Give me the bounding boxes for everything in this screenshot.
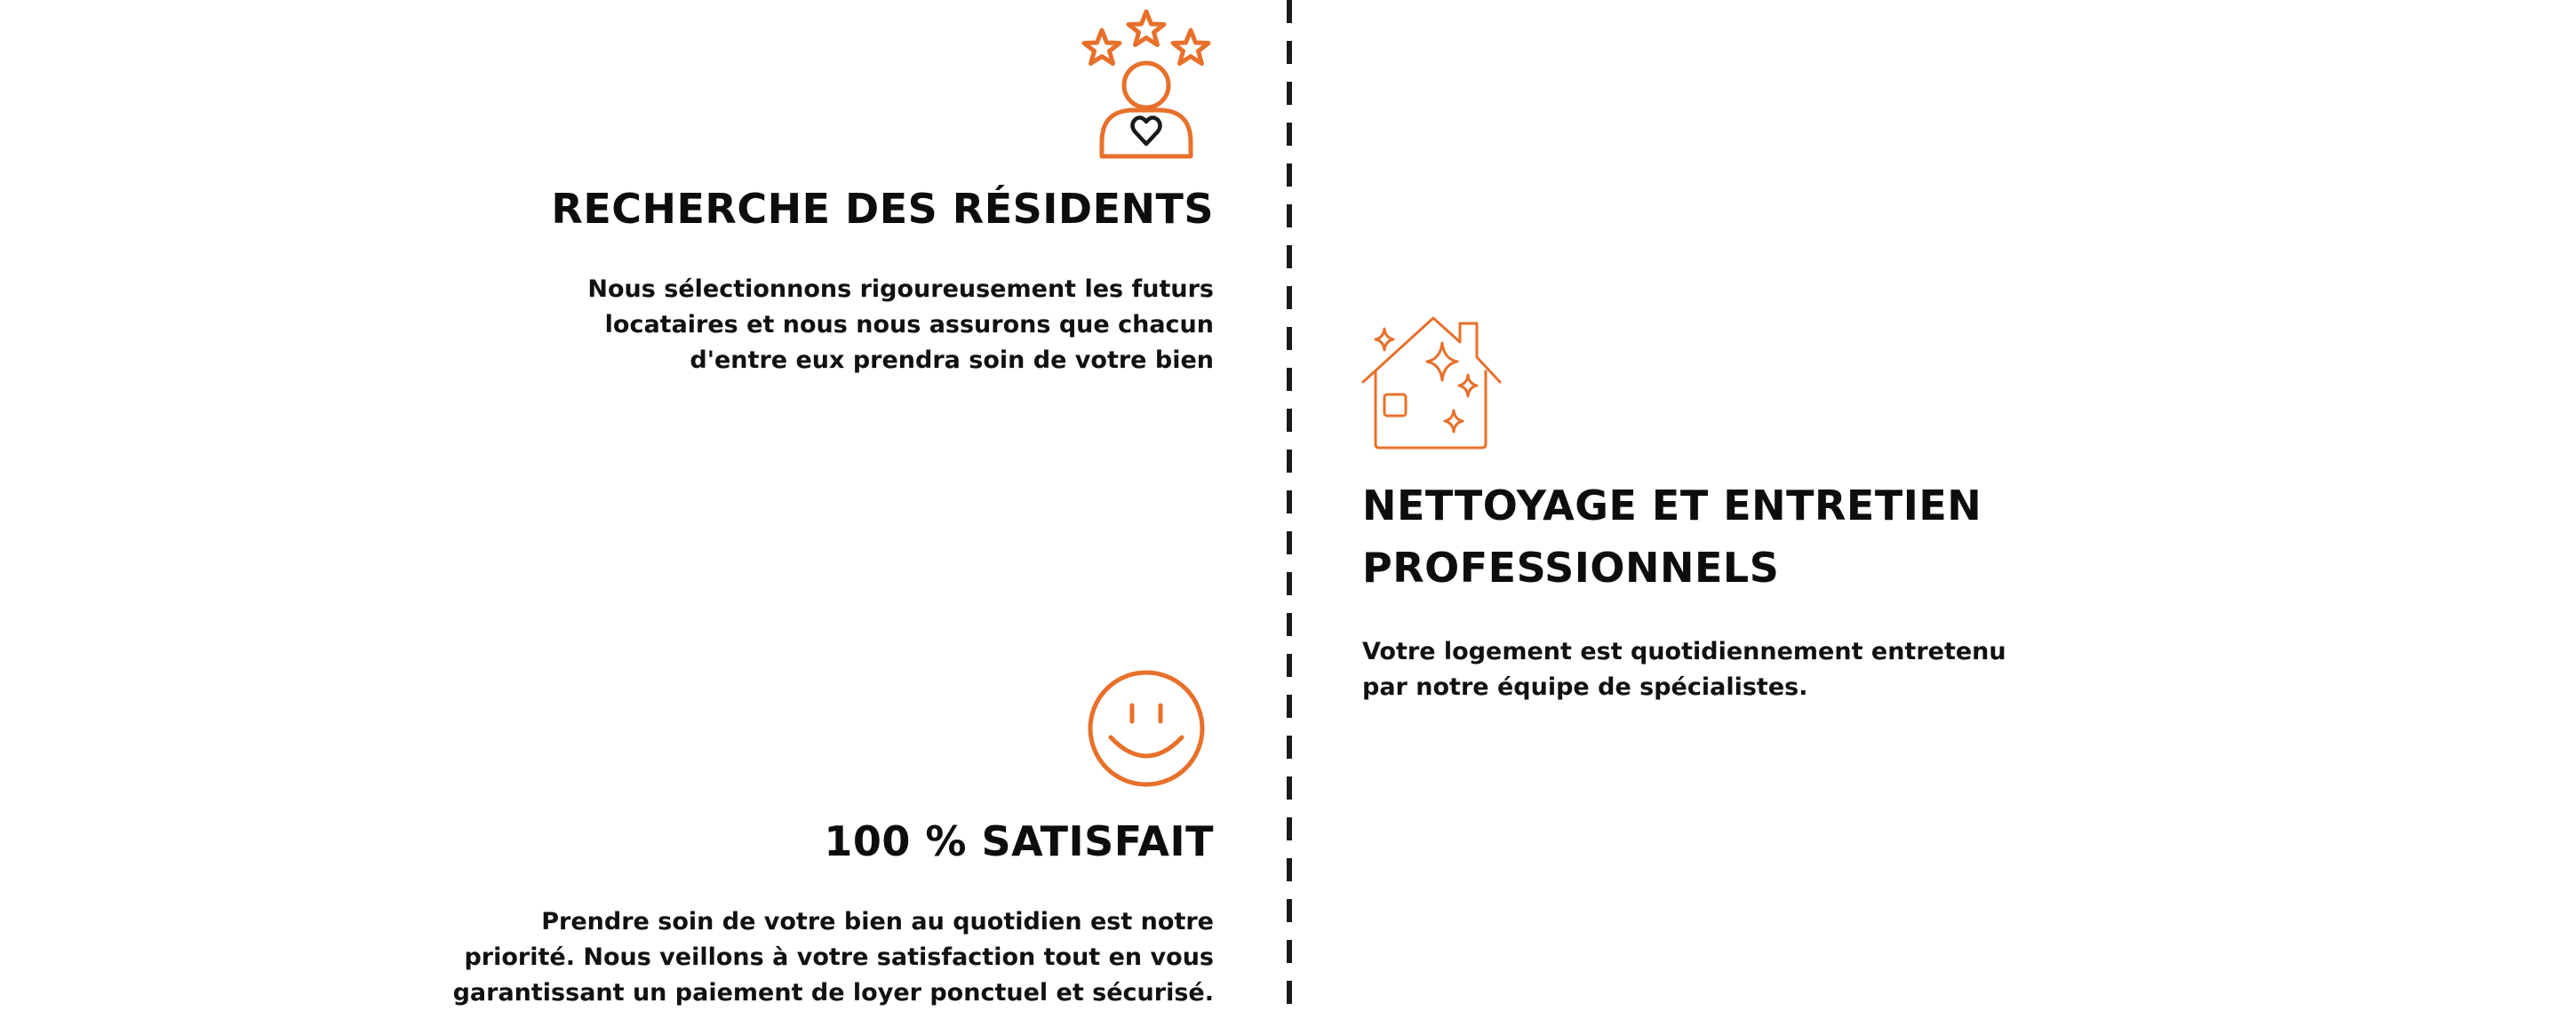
feature-residents-description: Nous sélectionnons rigoureusement les futurs locataires et nous nous assurons que chacun d'entre eux prendra soin de votre bien (587, 275, 1214, 374)
sparkling-house-icon (1358, 313, 1509, 455)
feature-satisfied (414, 810, 1214, 1011)
feature-residents-title: RECHERCHE DES RÉSIDENTS (551, 185, 1214, 233)
feature-cleaning (1362, 474, 2162, 705)
feature-residents (521, 178, 1214, 378)
feature-cleaning-description: Votre logement est quotidiennement entretenu par notre équipe de spécialistes. (1362, 638, 2006, 701)
smiley-face-icon (1086, 668, 1207, 789)
feature-cleaning-title-line2: PROFESSIONNELS (1362, 544, 1780, 592)
feature-cleaning-title (1362, 474, 2162, 599)
feature-satisfied-title: 100 % SATISFAIT (824, 817, 1214, 865)
timeline-dashed-divider (1287, 0, 1292, 1007)
feature-cleaning-title-line1: NETTOYAGE ET ENTRETIEN (1362, 482, 1982, 529)
person-heart-stars-icon (1075, 7, 1217, 163)
feature-satisfied-description: Prendre soin de votre bien au quotidien est notre priorité. Nous veillons à votre satisfaction tout en vous garantissant un paiement de loyer ponctuel et sécurisé. (452, 908, 1214, 1007)
